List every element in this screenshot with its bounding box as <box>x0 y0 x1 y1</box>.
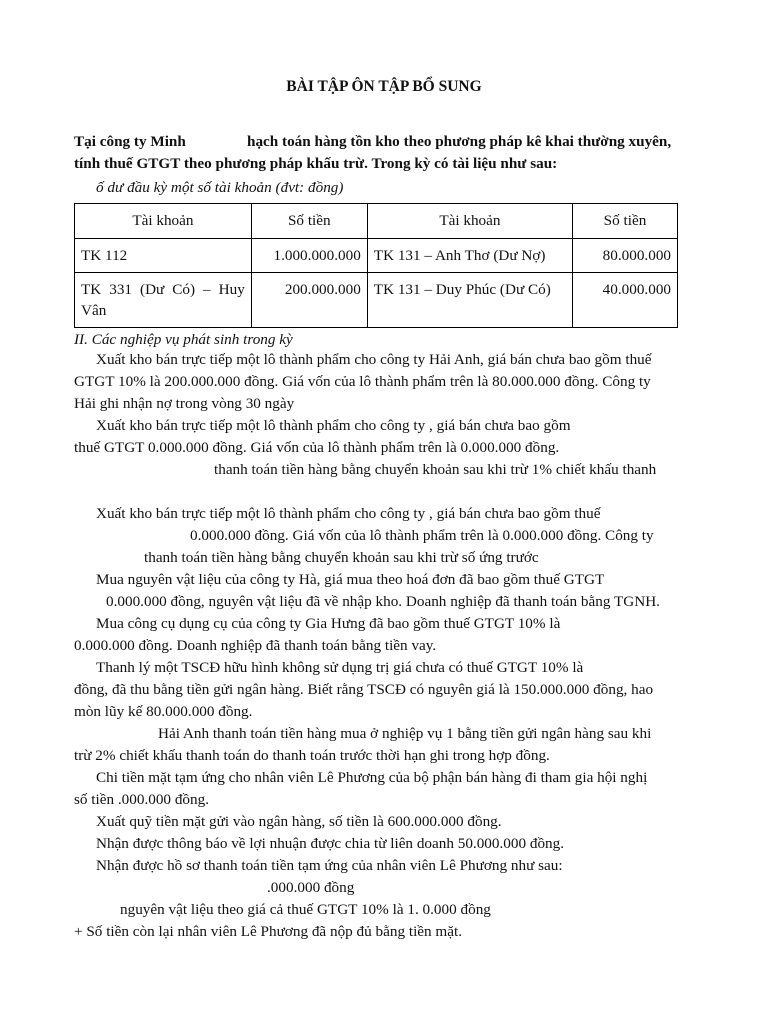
body-line: Xuất kho bán trực tiếp một lô thành phẩm cho công ty , giá bán chưa bao gồm <box>96 417 571 434</box>
body-line: Xuất quỹ tiền mặt gửi vào ngân hàng, số tiền là 600.000.000 đồng. <box>96 813 502 830</box>
intro-line-2: tính thuế GTGT theo phương pháp khấu trừ. Trong kỳ có tài liệu như sau: <box>74 155 558 172</box>
body-line: thanh toán tiền hàng bằng chuyển khoản sau khi trừ số ứng trước <box>144 549 539 566</box>
body-line: thanh toán tiền hàng bằng chuyển khoản sau khi trừ 1% chiết khấu thanh <box>214 461 657 478</box>
body-line: 0.000.000 đồng. Doanh nghiệp đã thanh toán bằng tiền vay. <box>74 637 437 654</box>
table-cell: TK 131 – Duy Phúc (Dư Có) <box>367 273 572 328</box>
table-row <box>75 273 678 328</box>
body-line: số tiền .000.000 đồng. <box>74 791 209 808</box>
body-line: nguyên vật liệu theo giá cả thuế GTGT 10% là 1. 0.000 đồng <box>120 901 491 918</box>
body-line: Mua nguyên vật liệu của công ty Hà, giá mua theo hoá đơn đã bao gồm thuế GTGT <box>96 571 605 588</box>
body-line: đồng, đã thu bằng tiền gửi ngân hàng. Biết rằng TSCĐ có nguyên giá là 150.000.000 đồng, hao <box>74 681 654 698</box>
balance-caption: ố dư đầu kỳ một số tài khoản (đvt: đồng) <box>96 179 344 196</box>
table-header: Tài khoản <box>75 204 252 239</box>
body-line: Hải Anh thanh toán tiền hàng mua ở nghiệp vụ 1 bằng tiền gửi ngân hàng sau khi <box>158 725 652 742</box>
table-header: Số tiền <box>572 204 677 239</box>
table-cell: 40.000.000 <box>572 273 677 328</box>
body-line: Xuất kho bán trực tiếp một lô thành phẩm cho công ty Hải Anh, giá bán chưa bao gồm thuế <box>96 351 652 368</box>
page-title: BÀI TẬP ÔN TẬP BỔ SUNG <box>286 78 482 95</box>
table-cell: TK 131 – Anh Thơ (Dư Nợ) <box>367 239 572 273</box>
table-cell: 1.000.000.000 <box>251 239 367 273</box>
table-cell: TK 112 <box>75 239 252 273</box>
body-line: thuế GTGT 0.000.000 đồng. Giá vốn của lô thành phẩm trên là 0.000.000 đồng. <box>74 439 560 456</box>
body-line: + Số tiền còn lại nhân viên Lê Phương đã nộp đủ bằng tiền mặt. <box>74 923 462 940</box>
table-cell: TK 331 (Dư Có) – Huy Vân <box>75 273 252 328</box>
table-cell: 200.000.000 <box>251 273 367 328</box>
body-line: Thanh lý một TSCĐ hữu hình không sử dụng trị giá chưa có thuế GTGT 10% là <box>96 659 584 676</box>
table-header: Tài khoản <box>367 204 572 239</box>
body-line: Nhận được thông báo về lợi nhuận được chia từ liên doanh 50.000.000 đồng. <box>96 835 565 852</box>
table-header: Số tiền <box>251 204 367 239</box>
body-line: GTGT 10% là 200.000.000 đồng. Giá vốn của lô thành phẩm trên là 80.000.000 đồng. Công ty <box>74 373 651 390</box>
intro-line-1b: hạch toán hàng tồn kho theo phương pháp kê khai thường xuyên, <box>247 133 672 150</box>
body-line: Nhận được hồ sơ thanh toán tiền tạm ứng của nhân viên Lê Phương như sau: <box>96 857 563 874</box>
balance-table <box>74 203 678 328</box>
body-line: mòn lũy kế 80.000.000 đồng. <box>74 703 253 720</box>
body-line: Chi tiền mặt tạm ứng cho nhân viên Lê Phương của bộ phận bán hàng đi tham gia hội nghị <box>96 769 648 786</box>
table-header-row <box>75 204 678 239</box>
body-line: Hải ghi nhận nợ trong vòng 30 ngày <box>74 395 295 412</box>
intro-line-1a: Tại công ty Minh <box>74 133 186 150</box>
table-row <box>75 239 678 273</box>
body-line: Mua công cụ dụng cụ của công ty Gia Hưng đã bao gồm thuế GTGT 10% là <box>96 615 561 632</box>
section-heading: II. Các nghiệp vụ phát sinh trong kỳ <box>74 331 293 348</box>
body-line: Xuất kho bán trực tiếp một lô thành phẩm cho công ty , giá bán chưa bao gồm thuế <box>96 505 601 522</box>
body-line: .000.000 đồng <box>267 879 355 896</box>
body-line: 0.000.000 đồng, nguyên vật liệu đã về nhập kho. Doanh nghiệp đã thanh toán bằng TGNH. <box>106 593 660 610</box>
body-line: 0.000.000 đồng. Giá vốn của lô thành phẩm trên là 0.000.000 đồng. Công ty <box>190 527 654 544</box>
body-line: trừ 2% chiết khấu thanh toán do thanh toán trước thời hạn ghi trong hợp đồng. <box>74 747 550 764</box>
table-cell: 80.000.000 <box>572 239 677 273</box>
